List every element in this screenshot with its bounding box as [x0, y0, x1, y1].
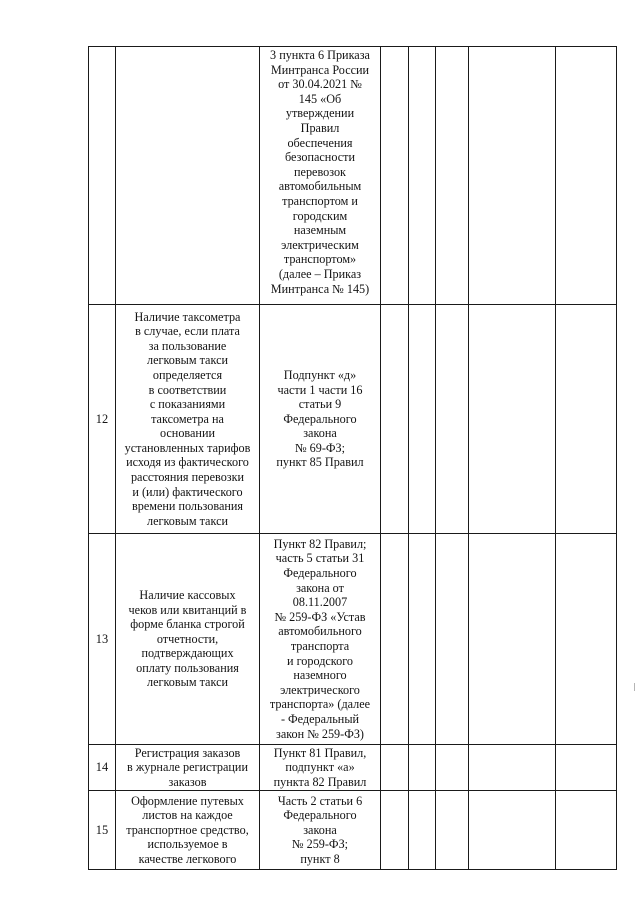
- table-row: [89, 534, 617, 745]
- scan-artifact: [634, 683, 635, 691]
- requirements-table: [88, 46, 617, 870]
- requirement-cell: [116, 47, 260, 305]
- requirement-cell: Наличие кассовых чеков или квитанций в форме бланка строгой отчетности, подтверждающих оплату пользования легковым такси: [116, 534, 260, 745]
- empty-cell: [409, 47, 436, 305]
- requirement-cell: Регистрация заказов в журнале регистрации заказов: [116, 745, 260, 791]
- table-row: [89, 745, 617, 791]
- empty-cell: [436, 534, 469, 745]
- empty-cell: [381, 745, 409, 791]
- legal-basis-cell: Пункт 81 Правил, подпункт «а» пункта 82 Правил: [260, 745, 381, 791]
- row-number-cell: 12: [89, 305, 116, 534]
- table-row: [89, 305, 617, 534]
- empty-cell: [469, 47, 556, 305]
- empty-cell: [409, 745, 436, 791]
- empty-cell: [436, 791, 469, 870]
- empty-cell: [409, 305, 436, 534]
- empty-cell: [381, 305, 409, 534]
- legal-basis-cell: Подпункт «д» части 1 части 16 статьи 9 Федерального закона № 69-ФЗ; пункт 85 Правил: [260, 305, 381, 534]
- requirement-cell: Наличие таксометра в случае, если плата за пользование легковым такси определяется в соответствии с показаниями таксометра на основании установленных тарифов исходя из фактического расстояния перевозки и (или) фактического времени пользования легковым такси: [116, 305, 260, 534]
- empty-cell: [381, 534, 409, 745]
- table-row: [89, 791, 617, 870]
- empty-cell: [469, 305, 556, 534]
- row-number-cell: 13: [89, 534, 116, 745]
- empty-cell: [469, 791, 556, 870]
- empty-cell: [436, 745, 469, 791]
- empty-cell: [381, 47, 409, 305]
- empty-cell: [381, 791, 409, 870]
- empty-cell: [556, 534, 617, 745]
- row-number-cell: 15: [89, 791, 116, 870]
- empty-cell: [469, 534, 556, 745]
- empty-cell: [436, 47, 469, 305]
- table-row: [89, 47, 617, 305]
- empty-cell: [436, 305, 469, 534]
- empty-cell: [469, 745, 556, 791]
- row-number-cell: [89, 47, 116, 305]
- empty-cell: [409, 534, 436, 745]
- legal-basis-cell: 3 пункта 6 Приказа Минтранса России от 30.04.2021 № 145 «Об утверждении Правил обеспечения безопасности перевозок автомобильным транспортом и городским наземным электрическим транспортом» (далее – Приказ Минтранса № 145): [260, 47, 381, 305]
- requirement-cell: Оформление путевых листов на каждое транспортное средство, используемое в качестве легкового: [116, 791, 260, 870]
- empty-cell: [556, 305, 617, 534]
- empty-cell: [409, 791, 436, 870]
- empty-cell: [556, 745, 617, 791]
- legal-basis-cell: Часть 2 статьи 6 Федерального закона № 259-ФЗ; пункт 8: [260, 791, 381, 870]
- legal-basis-cell: Пункт 82 Правил; часть 5 статьи 31 Федерального закона от 08.11.2007 № 259-ФЗ «Устав автомобильного транспорта и городского наземного электрического транспорта» (далее - Федеральный закон № 259-ФЗ): [260, 534, 381, 745]
- row-number-cell: 14: [89, 745, 116, 791]
- empty-cell: [556, 791, 617, 870]
- empty-cell: [556, 47, 617, 305]
